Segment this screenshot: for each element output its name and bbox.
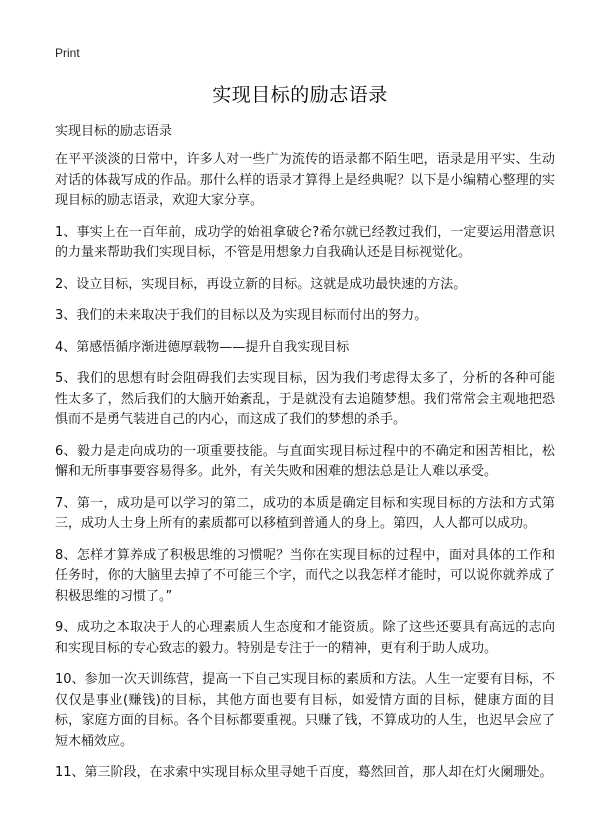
document-body: [55, 150, 555, 795]
document-title: 实现目标的励志语录: [212, 84, 388, 106]
paragraph-quote-2: 2、设立目标，实现目标，再设立新的目标。这就是成功最快速的方法。: [55, 276, 467, 292]
document-subtitle: 实现目标的励志语录: [55, 124, 173, 139]
paragraph-quote-1: 1、事实上在一百年前，成功学的始祖拿破仑?希尔就已经教过我们，一定要运用潜意识的力量来帮助我们实现目标，不管是用想象力自我确认还是目标视觉化。: [55, 224, 555, 260]
print-link[interactable]: Print: [55, 46, 80, 60]
paragraph-quote-11: 11、第三阶段，在求索中实现目标众里寻她千百度，蓦然回首，那人却在灯火阑珊处。: [55, 765, 553, 780]
paragraph-quote-8: 8、怎样才算养成了积极思维的习惯呢？当你在实现目标的过程中，面对具体的工作和任务时，你的大脑里去掉了不可能三个字，而代之以我怎样才能时，可以说你就养成了积极思维的习惯了。”: [55, 547, 555, 604]
paragraph-quote-5: 5、我们的思想有时会阻碍我们去实现目标，因为我们考虑得太多了，分析的各种可能性太多了，然后我们的大脑开始紊乱，于是就没有去追随梦想。我们常常会主观地把恐惧而不是勇气装进自己的内心，而这成了我们的梦想的杀手。: [55, 371, 555, 427]
paragraph-intro: 在平平淡淡的日常中，许多人对一些广为流传的语录都不陌生吧，语录是用平实、生动对话的体裁写成的作品。那什么样的语录才算得上是经典呢？以下是小编精心整理的实现目标的励志语录，欢迎大家分享。: [55, 152, 555, 208]
paragraph-quote-10: 10、参加一次天训练营，提高一下自己实现目标的素质和方法。人生一定要有目标，不仅仅是事业(赚钱)的目标，其他方面也要有目标，如爱情方面的目标，健康方面的目标，家庭方面的目标。各个目标都要重视。只赚了钱，不算成功的人生，也迟早会应了短木桶效应。: [55, 672, 555, 749]
paragraph-quote-3: 3、我们的未来取决于我们的目标以及为实现目标而付出的努力。: [55, 308, 428, 323]
paragraph-quote-9: 9、成功之本取决于人的心理素质人生态度和才能资质。除了这些还要具有高远的志向和实现目标的专心致志的毅力。特别是专注于一的精神，更有利于助人成功。: [55, 620, 555, 656]
paragraph-quote-6: 6、毅力是走向成功的一项重要技能。与直面实现目标过程中的不确定和困苦相比，松懈和无所事事要容易得多。此外，有关失败和困难的想法总是让人难以承受。: [55, 443, 555, 479]
paragraph-quote-7: 7、第一，成功是可以学习的第二，成功的本质是确定目标和实现目标的方法和方式第三，成功人士身上所有的素质都可以移植到普通人的身上。第四，人人都可以成功。: [55, 495, 555, 531]
paragraph-quote-4: 4、第感悟循序渐进德厚载物——提升自我实现目标: [55, 339, 350, 355]
